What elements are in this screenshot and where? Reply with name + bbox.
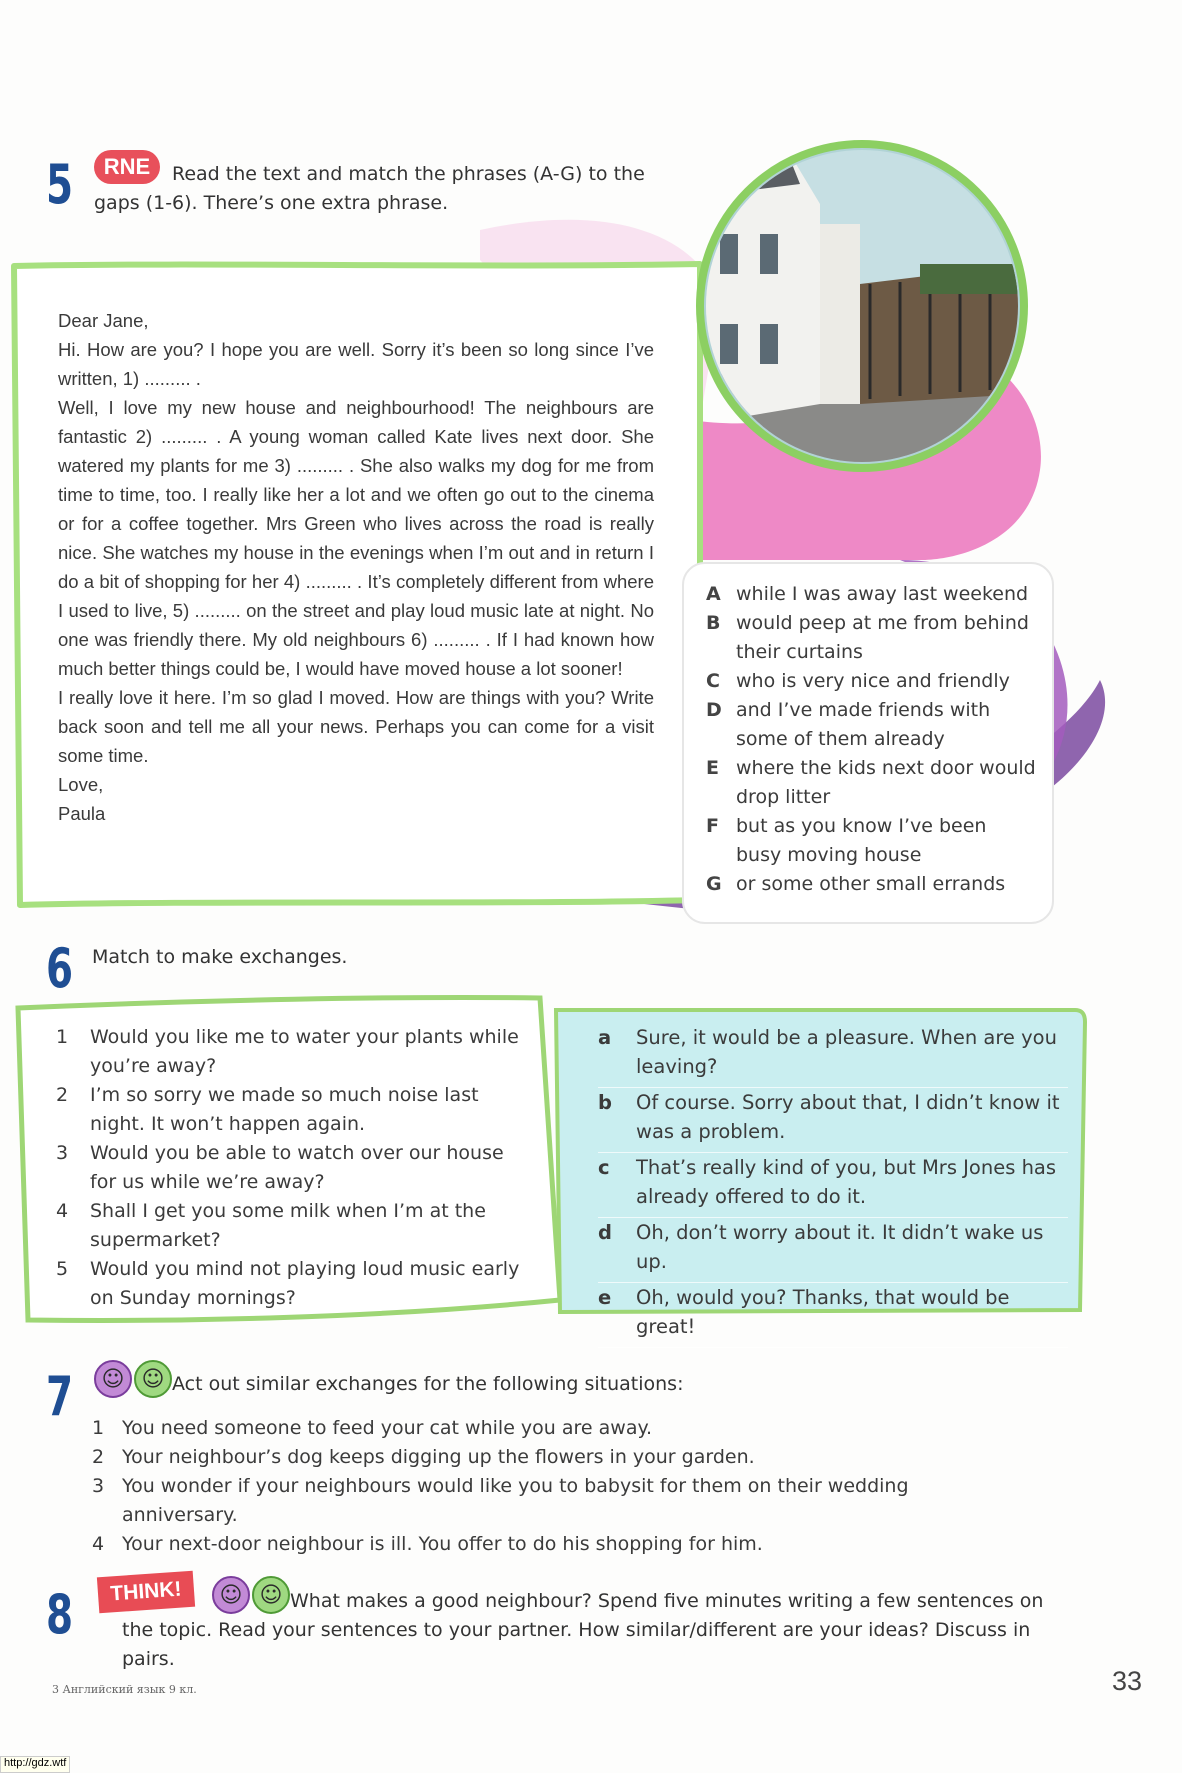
letter-paragraph: I really love it here. I’m so glad I moved. How are things with you? Write back soon and tell me all your news. Perhaps you can come for a visit some time. [58,687,654,766]
exchange-prompt[interactable]: 5 Would you mind not playing loud music early on Sunday mornings? [56,1258,520,1309]
phrase-option[interactable]: A while I was away last weekend [706,583,1029,605]
letter-signature: Paula [58,803,106,824]
situation-item: 1 You need someone to feed your cat while you are away. [92,1417,653,1439]
letter-closing: Love, [58,774,104,795]
exchange-prompt[interactable]: 2 I’m so sorry we made so much noise last night. It won’t happen again. [56,1084,479,1135]
exercise-5-instruction: Read the text and match the phrases (A-G) to the gaps (1-6). There’s one extra phrase. [94,163,645,214]
phrase-option[interactable]: F but as you know I’ve been busy moving house [706,815,987,866]
face-icon: ☺ [212,1576,250,1614]
watermark: http://gdz.wtf [0,1756,70,1773]
situations-list [92,1414,992,1559]
exchange-response[interactable]: e Oh, would you? Thanks, that would be great! [598,1283,1068,1348]
exercise-7-number: 7 [46,1365,74,1428]
street-houses-photo [700,144,1024,468]
exercise-6-instruction: Match to make exchanges. [92,946,348,968]
exchange-response[interactable]: d Oh, don’t worry about it. It didn’t wake us up. [598,1218,1068,1283]
exchange-prompt[interactable]: 4 Shall I get you some milk when I’m at the supermarket? [56,1200,486,1251]
letter-greeting: Dear Jane, [58,310,149,331]
exchange-response[interactable]: c That’s really kind of you, but Mrs Jones has already offered to do it. [598,1153,1068,1218]
exercise-6-number: 6 [46,937,74,1000]
phrase-option[interactable]: E where the kids next door would drop litter [706,757,1036,808]
situation-item: 3 You wonder if your neighbours would like you to babysit for them on their wedding anniversary. [92,1475,909,1526]
exercise-8-instruction: What makes a good neighbour? Spend five minutes writing a few sentences on the topic. Read your sentences to your partner. How similar/different are your ideas? Discuss in pairs. [122,1590,1044,1670]
footer-book-title: 3 Английский язык 9 кл. [52,1683,197,1696]
exchange-responses-list [598,1023,1068,1348]
exercise-8-number: 8 [46,1583,74,1646]
situation-item: 2 Your neighbour’s dog keeps digging up the flowers in your garden. [92,1446,755,1468]
exchange-response[interactable]: b Of course. Sorry about that, I didn’t know it was a problem. [598,1088,1068,1153]
exchange-prompt[interactable]: 1 Would you like me to water your plants while you’re away? [56,1026,519,1077]
situation-item: 4 Your next-door neighbour is ill. You offer to do his shopping for him. [92,1533,763,1555]
face-icon: ☺ [252,1576,290,1614]
pair-work-icon [94,1360,172,1398]
think-badge: THINK! [97,1571,195,1614]
page-number: 33 [1112,1666,1143,1696]
exchange-prompt[interactable]: 3 Would you be able to watch over our house for us while we’re away? [56,1142,504,1193]
phrase-option[interactable]: C who is very nice and friendly [706,670,1010,692]
phrase-option[interactable]: B would peep at me from behind their curtains [706,612,1029,663]
exchange-response[interactable]: a Sure, it would be a pleasure. When are you leaving? [598,1023,1068,1088]
phrase-options-list [706,580,1036,899]
phrase-option[interactable]: D and I’ve made friends with some of them already [706,699,991,750]
exchange-prompts-list [56,1023,530,1313]
rne-badge: RNE [94,150,160,184]
face-icon: ☺ [134,1360,172,1398]
face-icon: ☺ [94,1360,132,1398]
letter-text [58,306,654,828]
letter-paragraph: Hi. How are you? I hope you are well. Sorry it’s been so long since I’ve written, 1) ......... . [58,339,654,389]
letter-paragraph: Well, I love my new house and neighbourhood! The neighbours are fantastic 2) ......... . A young woman called Kate lives next door. She watered my plants for me 3) ......... . She also walks my dog for me from time to time, too. I really like her a lot and we often go out to the cinema or for a coffee together. Mrs Green who lives across the road is really nice. She watches my house in the evenings when I’m out and in return I do a bit of shopping for her 4) ......... . It’s completely different from where I used to live, 5) ......... on the street and play loud music late at night. No one was friendly there. My old neighbours 6) ......... . If I had known how much better things could be, I would have moved house a lot sooner! [58,397,654,679]
phrase-option[interactable]: G or some other small errands [706,873,1006,895]
exercise-7-instruction: Act out similar exchanges for the following situations: [172,1373,684,1395]
exercise-5-number: 5 [46,153,74,216]
